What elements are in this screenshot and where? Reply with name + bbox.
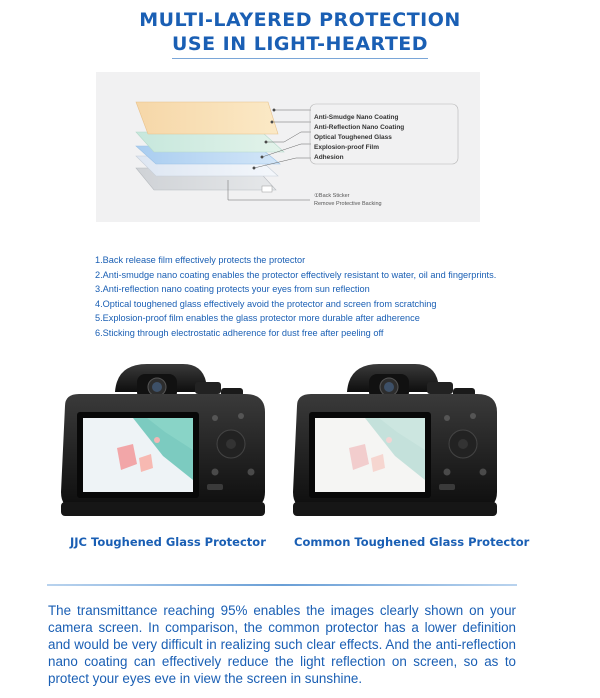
page-title — [0, 8, 600, 56]
section-divider — [47, 584, 517, 586]
title-line-1: MULTI-LAYERED PROTECTION — [139, 9, 461, 31]
layer-label-adhesion: Adhesion — [314, 154, 344, 161]
title-divider — [172, 58, 428, 59]
camera-illustration — [287, 360, 507, 520]
camera-illustration — [55, 360, 275, 520]
feature-item: 6.Sticking through electrostatic adherence for dust free after peeling off — [95, 327, 384, 338]
layer-diagram — [96, 72, 480, 222]
layer-stack-illustration — [96, 72, 480, 222]
camera-common-protector — [287, 360, 507, 520]
transmittance-description: The transmittance reaching 95% enables the images clearly shown on your camera screen. In comparison, the common protector has a lower definition and would be very difficult in realizing such clear effects. And the anti-reflection nano coating can effectively reduce the light reflection on screen, so as to protect your eyes eve in view the screen in sunshine. — [48, 603, 516, 686]
layer-label-remove-backing: Remove Protective Backing — [314, 201, 382, 207]
layer-label-explosion-proof: Explosion-proof Film — [314, 144, 379, 151]
layer-label-optical-glass: Optical Toughened Glass — [314, 134, 392, 141]
layer-label-anti-smudge: Anti-Smudge Nano Coating — [314, 114, 399, 121]
layer-label-back-sticker: ①Back Sticker — [314, 193, 350, 199]
feature-item: 1.Back release film effectively protects the protector — [95, 255, 306, 265]
label-jjc-protector: JJC Toughened Glass Protector — [70, 535, 266, 549]
title-line-2: USE IN LIGHT-HEARTED — [171, 33, 429, 55]
camera-jjc-protector — [55, 360, 275, 520]
feature-item: 3.Anti-reflection nano coating protects your eyes from sun reflection — [95, 284, 370, 295]
layer-label-anti-reflection: Anti-Reflection Nano Coating — [314, 124, 405, 131]
feature-item: 2.Anti-smudge nano coating enables the protector effectively resistant to water, oil and fingerprints. — [95, 269, 497, 280]
feature-item: 5.Explosion-proof film enables the glass protector more durable after adherence — [95, 313, 420, 324]
feature-list — [95, 255, 515, 343]
feature-item: 4.Optical toughened glass effectively avoid the protector and screen from scratching — [95, 298, 437, 309]
label-common-protector: Common Toughened Glass Protector — [294, 535, 530, 549]
